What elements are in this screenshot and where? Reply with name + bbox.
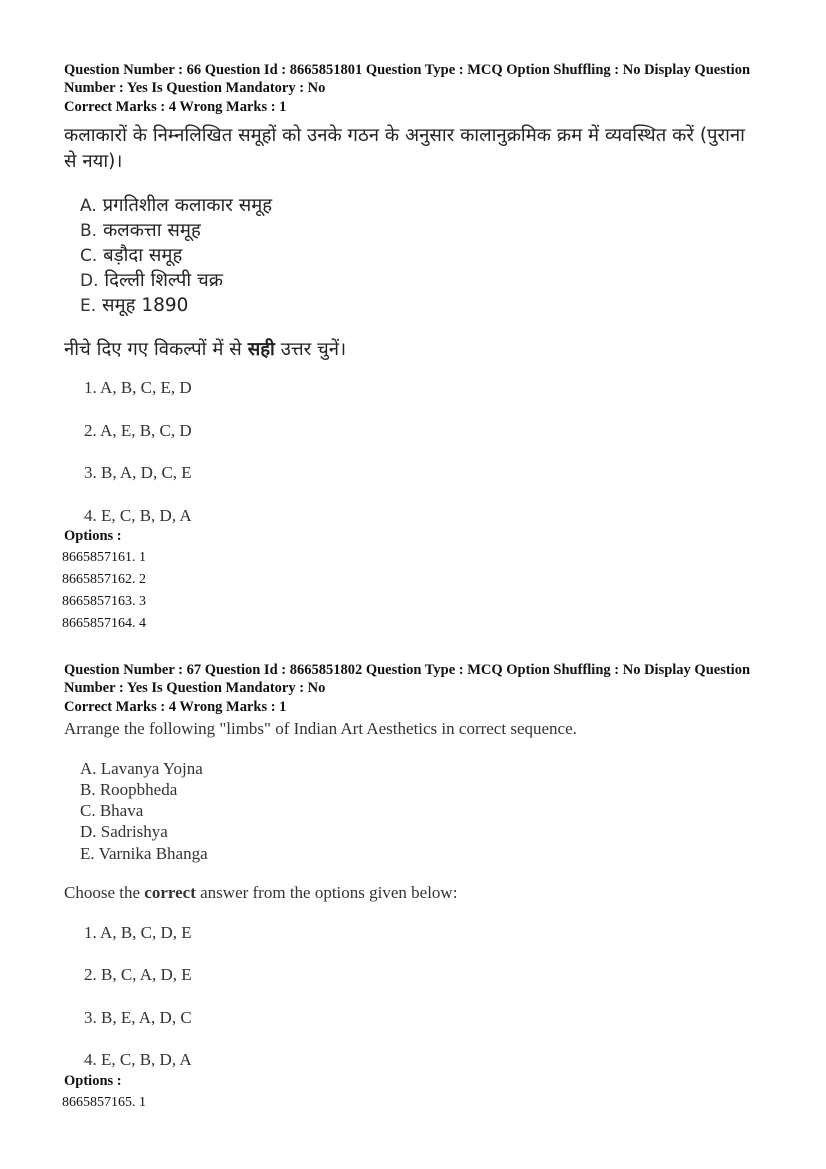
q67-choice-1: 1. A, B, C, D, E (84, 923, 192, 942)
q66-item-d-text: दिल्ली शिल्पी चक्र (104, 270, 224, 291)
q66-item-c-text: बड़ौदा समूह (103, 245, 183, 266)
q66-item-d (80, 267, 223, 292)
q67-choice-3: 3. B, E, A, D, C (84, 1008, 192, 1027)
q67-instruction-post: answer from the options given below: (195, 883, 458, 902)
q67-instruction (64, 883, 457, 903)
q66-option-3: 8665857163. 3 (62, 594, 146, 609)
q66-question-line1: कलाकारों के निम्नलिखित समूहों को उनके गठन के अनुसार कालानुक्रमिक क्रम में व्यवस्थित करें (पुराना (64, 125, 745, 146)
q66-marks: Correct Marks : 4 Wrong Marks : 1 (64, 99, 287, 115)
q67-item-b: B. Roopbheda (80, 780, 178, 799)
q67-item-d: D. Sadrishya (80, 822, 168, 841)
q66-item-c (80, 242, 182, 267)
q66-choice-4: 4. E, C, B, D, A (84, 506, 192, 525)
q67-item-e: E. Varnika Bhanga (80, 844, 208, 863)
q66-item-b-letter: B. (80, 221, 98, 241)
q66-question-line2: से नया)। (64, 151, 123, 172)
q66-item-b (80, 217, 201, 242)
q67-question: Arrange the following "limbs" of Indian Art Aesthetics in correct sequence. (64, 719, 577, 738)
q67-choice-4: 4. E, C, B, D, A (84, 1050, 192, 1069)
q66-instruction-bold: सही (247, 339, 275, 360)
q67-item-c: C. Bhava (80, 801, 144, 820)
q66-item-a (80, 192, 272, 217)
q67-header-line2: Number : Yes Is Question Mandatory : No (64, 680, 326, 696)
q67-option-1: 8665857165. 1 (62, 1095, 146, 1110)
q66-choice-3: 3. B, A, D, C, E (84, 463, 192, 482)
q66-item-b-text: कलकत्ता समूह (102, 220, 201, 241)
q67-item-a: A. Lavanya Yojna (80, 759, 203, 778)
q66-item-e-letter: E. (80, 296, 97, 316)
q67-header-line1: Question Number : 67 Question Id : 8665851802 Question Type : MCQ Option Shuffling : No Display Question (64, 662, 751, 678)
q66-choice-2: 2. A, E, B, C, D (84, 421, 192, 440)
q67-marks: Correct Marks : 4 Wrong Marks : 1 (64, 699, 287, 715)
q66-item-e (80, 292, 188, 317)
q66-options-label: Options : (64, 528, 122, 544)
q66-item-a-letter: A. (80, 196, 97, 216)
q66-item-d-letter: D. (80, 271, 99, 291)
q66-instruction (64, 336, 346, 361)
q66-item-e-text: समूह 1890 (102, 295, 189, 316)
q66-header-line2: Number : Yes Is Question Mandatory : No (64, 80, 326, 96)
q66-item-a-text: प्रगतिशील कलाकार समूह (102, 195, 273, 216)
q66-choice-1: 1. A, B, C, E, D (84, 378, 192, 397)
q67-instruction-bold: correct (144, 883, 196, 902)
q66-instruction-post: उत्तर चुनें। (274, 339, 347, 360)
q66-option-4: 8665857164. 4 (62, 616, 146, 631)
q67-choice-2: 2. B, C, A, D, E (84, 965, 192, 984)
q66-option-1: 8665857161. 1 (62, 550, 146, 565)
q67-instruction-pre: Choose the (64, 883, 145, 902)
q66-item-c-letter: C. (80, 246, 98, 266)
q67-options-label: Options : (64, 1073, 122, 1089)
q66-option-2: 8665857162. 2 (62, 572, 146, 587)
q66-instruction-pre: नीचे दिए गए विकल्पों में से (64, 339, 248, 360)
q66-header-line1: Question Number : 66 Question Id : 8665851801 Question Type : MCQ Option Shuffling : No Display Question (64, 62, 751, 78)
